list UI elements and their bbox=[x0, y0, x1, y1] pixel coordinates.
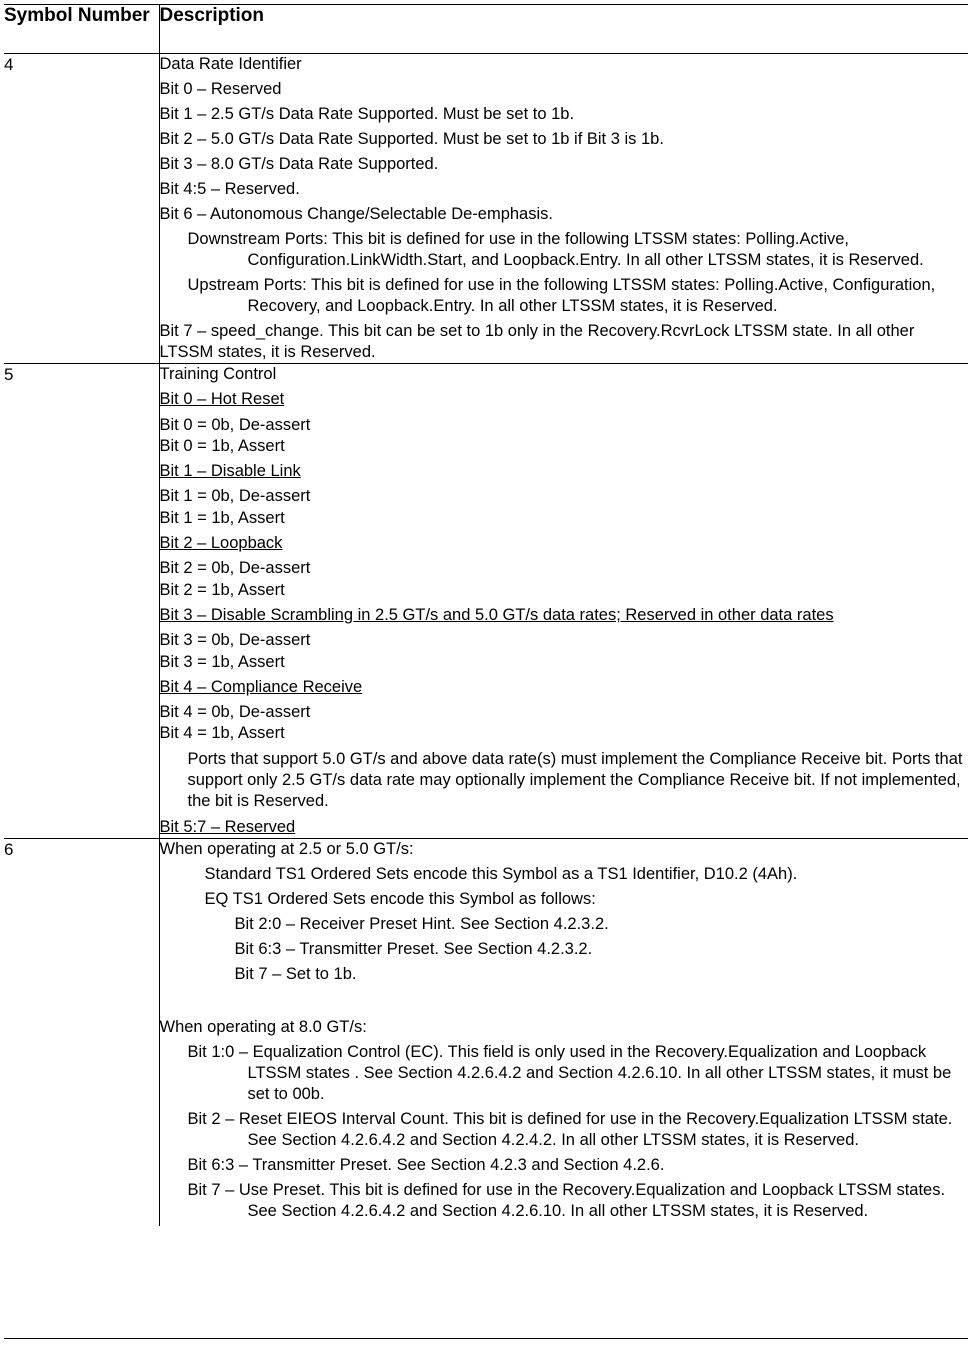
table-row-symbol-5 bbox=[4, 364, 968, 839]
description-cell bbox=[159, 838, 968, 1226]
row5-line: Bit 2 = 1b, Assert bbox=[159, 580, 285, 599]
row5-bit-heading: Bit 4 – Compliance Receive bbox=[159, 677, 363, 696]
description-cell bbox=[159, 364, 968, 839]
table-row-symbol-6 bbox=[4, 838, 968, 1226]
row5-bit-heading: Bit 1 – Disable Link bbox=[159, 462, 301, 481]
table-header-row bbox=[4, 5, 968, 54]
row4-line: Bit 3 – 8.0 GT/s Data Rate Supported. bbox=[159, 155, 439, 173]
row5-bit-heading: Bit 5:7 – Reserved bbox=[159, 817, 296, 836]
row4-line: Bit 0 – Reserved bbox=[159, 80, 282, 98]
table-bottom-border bbox=[4, 1338, 968, 1339]
row4-line: Bit 4:5 – Reserved. bbox=[159, 180, 300, 198]
row6-line: When operating at 8.0 GT/s: bbox=[159, 1017, 367, 1036]
row4-downstream-ports: Downstream Ports: This bit is defined for use in the following LTSSM states: Polling.Active, Configuration.LinkWidth.Start, and Loopback.Entry. In all other LTSSM states, it is Reserved. bbox=[187, 230, 924, 269]
symbol-number-cell: 4 bbox=[4, 54, 159, 364]
row4-line: Data Rate Identifier bbox=[159, 55, 302, 73]
row5-line: Bit 0 = 1b, Assert bbox=[159, 436, 285, 455]
row4-line: Bit 7 – speed_change. This bit can be set to 1b only in the Recovery.RcvrLock LTSSM state. In all other LTSSM states, it is Reserved. bbox=[159, 322, 915, 361]
row5-line: Bit 1 = 1b, Assert bbox=[159, 508, 285, 527]
row5-bit-heading: Bit 3 – Disable Scrambling in 2.5 GT/s and 5.0 GT/s data rates; Reserved in other data rates bbox=[159, 605, 834, 624]
row5-line: Bit 0 = 0b, De-assert bbox=[159, 415, 311, 434]
row6-line: Bit 2 – Reset EIEOS Interval Count. This bit is defined for use in the Recovery.Equalization LTSSM state. See Section 4.2.6.4.2 and Section 4.2.4.2. In all other LTSSM states, it is Reserved. bbox=[187, 1109, 953, 1149]
row5-line: Bit 4 = 0b, De-assert bbox=[159, 703, 311, 722]
row5-line: Bit 3 = 0b, De-assert bbox=[159, 631, 311, 650]
header-symbol-number: Symbol Number bbox=[4, 5, 159, 54]
row4-line: Bit 2 – 5.0 GT/s Data Rate Supported. Must be set to 1b if Bit 3 is 1b. bbox=[159, 130, 664, 148]
row6-line: EQ TS1 Ordered Sets encode this Symbol as follows: bbox=[204, 889, 596, 908]
row6-line: When operating at 2.5 or 5.0 GT/s: bbox=[159, 839, 414, 858]
row6-line: Bit 6:3 – Transmitter Preset. See Section 4.2.3 and Section 4.2.6. bbox=[187, 1155, 665, 1174]
row6-line: Bit 7 – Use Preset. This bit is defined for use in the Recovery.Equalization and Loopback LTSSM states. See Section 4.2.6.4.2 and Section 4.2.6.10. In all other LTSSM states, it is Reserved. bbox=[187, 1180, 946, 1220]
row4-line: Bit 6 – Autonomous Change/Selectable De-emphasis. bbox=[159, 205, 553, 223]
row5-line: Bit 1 = 0b, De-assert bbox=[159, 487, 311, 506]
symbol-number-cell: 6 bbox=[4, 838, 159, 1226]
row5-bit-heading: Bit 0 – Hot Reset bbox=[159, 390, 285, 409]
spacer bbox=[160, 989, 969, 1017]
row5-bit-heading: Bit 2 – Loopback bbox=[159, 534, 283, 553]
symbol-table bbox=[4, 4, 968, 1226]
row4-line: Bit 1 – 2.5 GT/s Data Rate Supported. Must be set to 1b. bbox=[159, 105, 575, 123]
row5-compliance-note: Ports that support 5.0 GT/s and above data rate(s) must implement the Compliance Receive bit. Ports that support only 2.5 GT/s data rate may optionally implement the Compliance Receive bit. If not implemented, the bit is Reserved. bbox=[187, 749, 963, 811]
row6-line: Bit 2:0 – Receiver Preset Hint. See Section 4.2.3.2. bbox=[234, 914, 609, 933]
row6-line: Bit 6:3 – Transmitter Preset. See Section 4.2.3.2. bbox=[234, 939, 593, 958]
row5-line: Bit 3 = 1b, Assert bbox=[159, 652, 285, 671]
symbol-number-cell: 5 bbox=[4, 364, 159, 839]
row6-line: Bit 1:0 – Equalization Control (EC). This field is only used in the Recovery.Equalization and Loopback LTSSM states . See Section 4.2.6.4.2 and Section 4.2.6.10. In all other LTSSM states, it must be set to 00b. bbox=[187, 1042, 952, 1103]
row6-line: Standard TS1 Ordered Sets encode this Symbol as a TS1 Identifier, D10.2 (4Ah). bbox=[204, 864, 798, 883]
header-description: Description bbox=[159, 5, 968, 54]
row5-line: Training Control bbox=[159, 365, 277, 383]
row4-upstream-ports: Upstream Ports: This bit is defined for use in the following LTSSM states: Polling.Active, Configuration, Recovery, and Loopback.Entry. In all other LTSSM states, it is Reserved. bbox=[187, 276, 936, 315]
row6-line: Bit 7 – Set to 1b. bbox=[234, 964, 357, 983]
row5-line: Bit 4 = 1b, Assert bbox=[159, 724, 285, 743]
description-cell bbox=[159, 54, 968, 364]
row5-line: Bit 2 = 0b, De-assert bbox=[159, 559, 311, 578]
table-row-symbol-4 bbox=[4, 54, 968, 364]
